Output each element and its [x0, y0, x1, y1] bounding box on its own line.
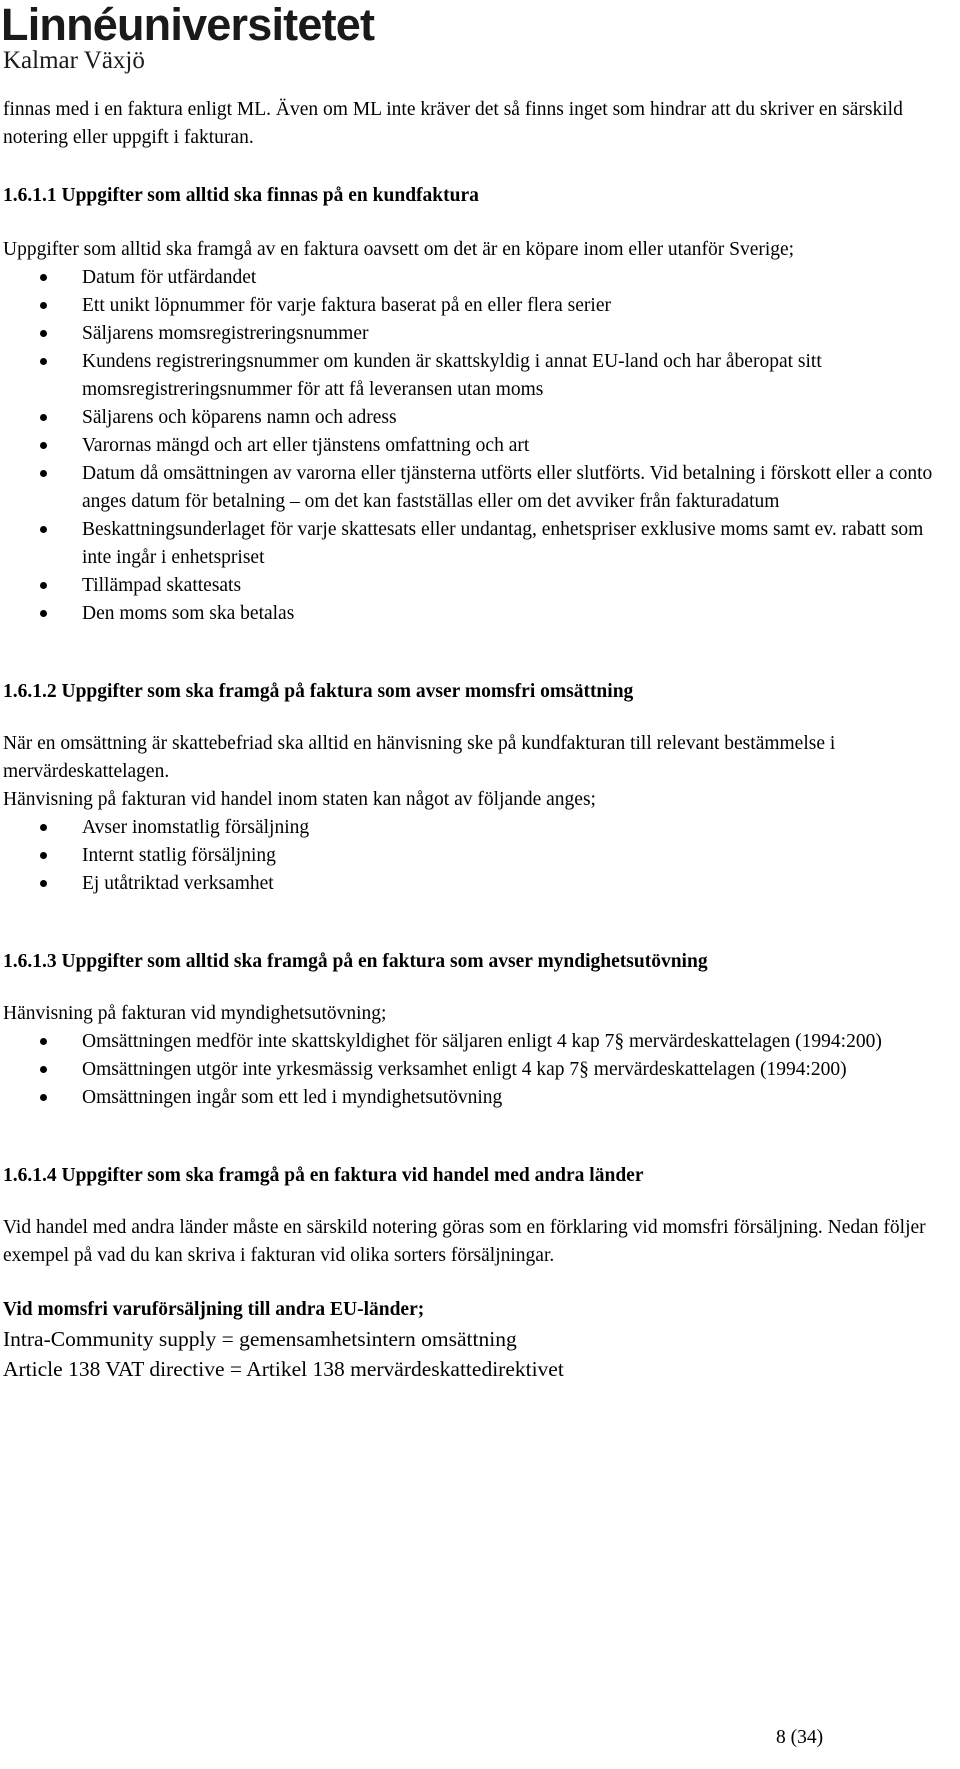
- university-logo: [1, 0, 374, 74]
- list-item: Avser inomstatlig försäljning: [3, 814, 943, 842]
- list-item: Datum för utfärdandet: [3, 264, 943, 292]
- section-4-paragraph: Vid handel med andra länder måste en särskild notering göras som en förklaring vid momsfri försäljning. Nedan följer exempel på vad du kan skriva i fakturan vid olika sorters försäljningar.: [3, 1217, 926, 1266]
- list-item: Ej utåtriktad verksamhet: [3, 870, 943, 898]
- list-item: Omsättningen medför inte skattskyldighet för säljaren enligt 4 kap 7§ mervärdeskattelagen (1994:200): [3, 1028, 943, 1056]
- logo-wordmark: Linnéuniversitetet: [1, 0, 375, 50]
- section-2-paragraph-2: Hänvisning på fakturan vid handel inom staten kan något av följande anges;: [3, 789, 596, 810]
- list-item: Beskattningsunderlaget för varje skattesats eller undantag, enhetspriser exklusive moms samt ev. rabatt som inte ingår i enhetspriset: [3, 516, 943, 572]
- section-1-lead: Uppgifter som alltid ska framgå av en faktura oavsett om det är en köpare inom eller utanför Sverige;: [3, 239, 795, 260]
- list-item: Omsättningen ingår som ett led i myndighetsutövning: [3, 1084, 943, 1112]
- section-3-list: [3, 1028, 943, 1112]
- list-item: Ett unikt löpnummer för varje faktura baserat på en eller flera serier: [3, 292, 943, 320]
- section-heading-1-6-1-3: 1.6.1.3 Uppgifter som alltid ska framgå på en faktura som avser myndighetsutövning: [3, 951, 708, 972]
- logo-campus-names: Kalmar Växjö: [3, 47, 145, 74]
- section-4-bold-line: Vid momsfri varuförsäljning till andra EU-länder;: [3, 1299, 425, 1320]
- list-item: Varornas mängd och art eller tjänstens omfattning och art: [3, 432, 943, 460]
- section-3-lead: Hänvisning på fakturan vid myndighetsutövning;: [3, 1003, 387, 1024]
- list-item: Tillämpad skattesats: [3, 572, 943, 600]
- translation-line-1: Intra-Community supply = gemensamhetsintern omsättning: [3, 1327, 517, 1351]
- section-heading-1-6-1-2: 1.6.1.2 Uppgifter som ska framgå på faktura som avser momsfri omsättning: [3, 681, 634, 702]
- list-item: Datum då omsättningen av varorna eller tjänsterna utförts eller slutförts. Vid betalning i förskott eller a conto anges datum för betalning – om det kan fastställas eller om det avviker från fakturadatum: [3, 460, 943, 516]
- list-item: Den moms som ska betalas: [3, 600, 943, 628]
- list-item: Internt statlig försäljning: [3, 842, 943, 870]
- section-1-list: [3, 264, 943, 628]
- section-2-paragraph-1: När en omsättning är skattebefriad ska alltid en hänvisning ske på kundfakturan till relevant bestämmelse i mervärdeskattelagen.: [3, 733, 836, 782]
- list-item: Säljarens och köparens namn och adress: [3, 404, 943, 432]
- list-item: Säljarens momsregistreringsnummer: [3, 320, 943, 348]
- page-number: 8 (34): [776, 1727, 824, 1748]
- translation-line-2: Article 138 VAT directive = Artikel 138 mervärdeskattedirektivet: [3, 1357, 564, 1381]
- section-2-list: [3, 814, 943, 898]
- section-heading-1-6-1-4: 1.6.1.4 Uppgifter som ska framgå på en faktura vid handel med andra länder: [3, 1165, 644, 1186]
- document-body: [3, 96, 943, 1384]
- list-item: Omsättningen utgör inte yrkesmässig verksamhet enligt 4 kap 7§ mervärdeskattelagen (1994:200): [3, 1056, 943, 1084]
- section-heading-1-6-1-1: 1.6.1.1 Uppgifter som alltid ska finnas på en kundfaktura: [3, 185, 479, 206]
- intro-paragraph: finnas med i en faktura enligt ML. Även om ML inte kräver det så finns inget som hindrar att du skriver en särskild notering eller uppgift i fakturan.: [3, 99, 903, 148]
- list-item: Kundens registreringsnummer om kunden är skattskyldig i annat EU-land och har åberopat sitt momsregistreringsnummer för att få leveransen utan moms: [3, 348, 943, 404]
